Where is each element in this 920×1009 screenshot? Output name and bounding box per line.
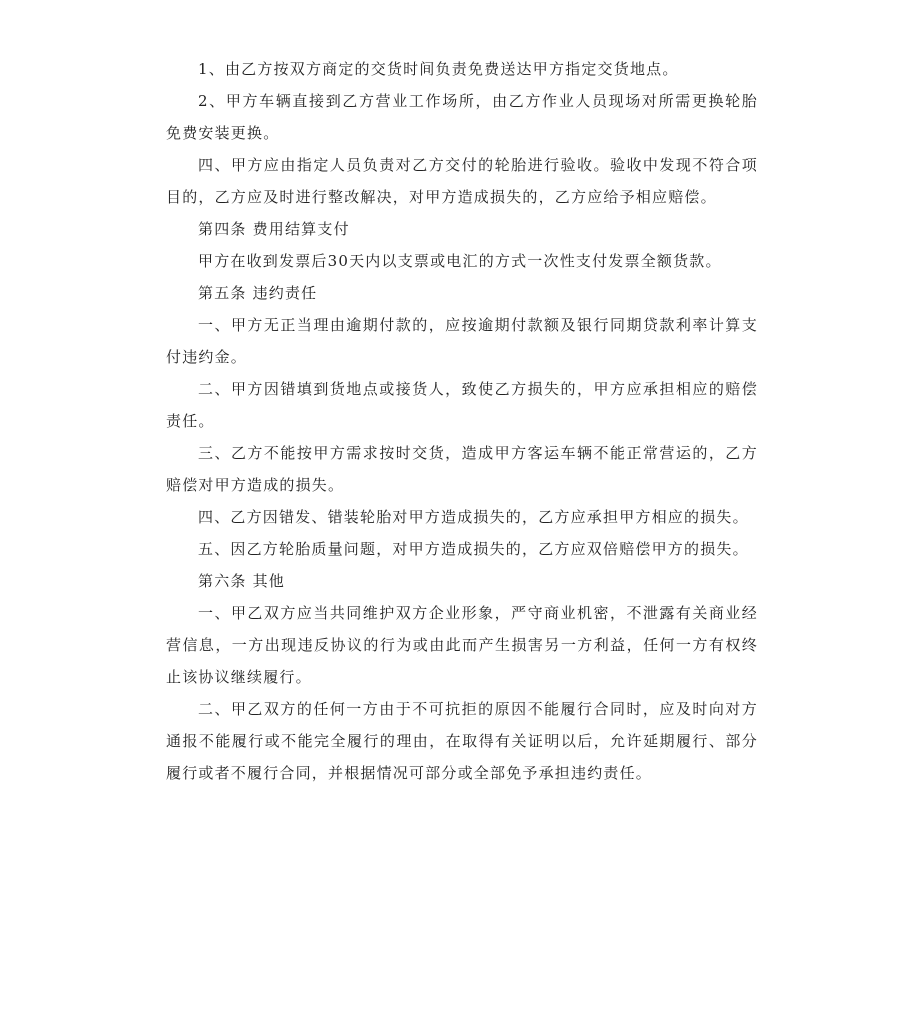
article-5-heading: 第五条 违约责任 — [198, 284, 318, 302]
paragraph-other-1: 一、甲乙双方应当共同维护双方企业形象，严守商业机密，不泄露有关商业经营信息，一方出现违反协议的行为或由此而产生损害另一方利益，任何一方有权终止该协议继续履行。 — [166, 604, 758, 686]
paragraph-other-2: 二、甲乙双方的任何一方由于不可抗拒的原因不能履行合同时，应及时向对方通报不能履行或不能完全履行的理由，在取得有关证明以后，允许延期履行、部分履行或者不履行合同，并根据情况可部分或全部免予承担违约责任。 — [166, 700, 758, 782]
paragraph-acceptance: 四、甲方应由指定人员负责对乙方交付的轮胎进行验收。验收中发现不符合项目的，乙方应及时进行整改解决，对甲方造成损失的，乙方应给予相应赔偿。 — [166, 156, 758, 206]
document-body — [166, 53, 758, 789]
paragraph-breach-5: 五、因乙方轮胎质量问题，对甲方造成损失的，乙方应双倍赔偿甲方的损失。 — [198, 540, 749, 558]
paragraph-delivery-2: 2、甲方车辆直接到乙方营业工作场所，由乙方作业人员现场对所需更换轮胎免费安装更换。 — [166, 92, 758, 142]
article-4-heading: 第四条 费用结算支付 — [198, 220, 350, 238]
paragraph-payment: 甲方在收到发票后30天内以支票或电汇的方式一次性支付发票全额货款。 — [198, 252, 722, 270]
paragraph-delivery-1: 1、由乙方按双方商定的交货时间负责免费送达甲方指定交货地点。 — [198, 60, 679, 78]
paragraph-breach-4: 四、乙方因错发、错装轮胎对甲方造成损失的，乙方应承担甲方相应的损失。 — [198, 508, 749, 526]
paragraph-breach-1: 一、甲方无正当理由逾期付款的，应按逾期付款额及银行同期贷款利率计算支付违约金。 — [166, 316, 758, 366]
article-6-heading: 第六条 其他 — [198, 572, 285, 590]
paragraph-breach-2: 二、甲方因错填到货地点或接货人，致使乙方损失的，甲方应承担相应的赔偿责任。 — [166, 380, 758, 430]
paragraph-breach-3: 三、乙方不能按甲方需求按时交货，造成甲方客运车辆不能正常营运的，乙方赔偿对甲方造成的损失。 — [166, 444, 758, 494]
